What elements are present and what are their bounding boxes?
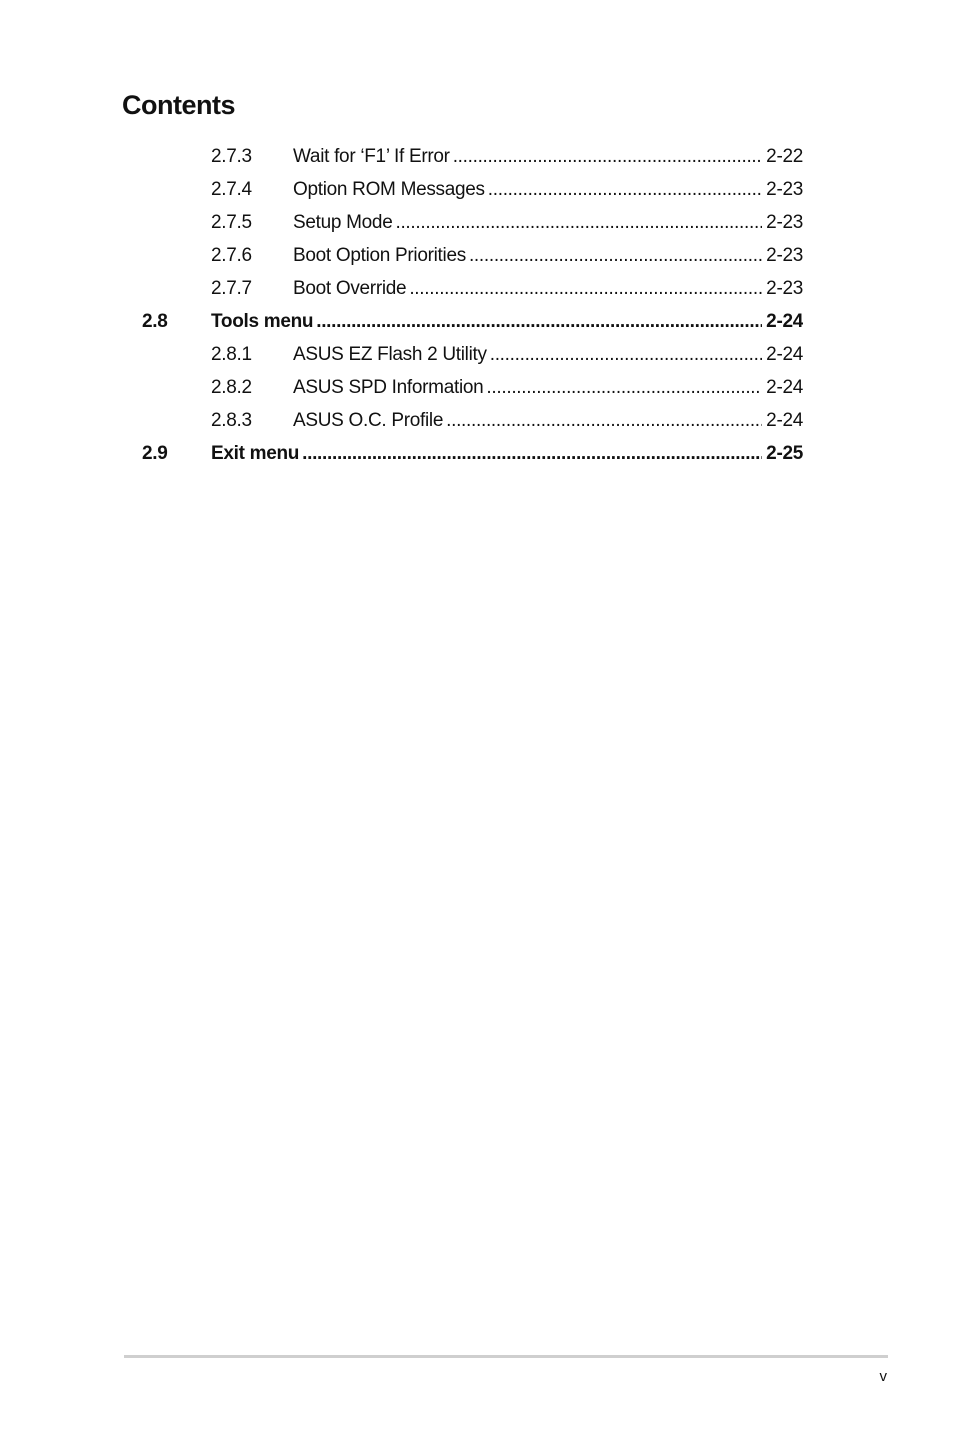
dot-leader bbox=[453, 146, 762, 168]
toc-entry-line bbox=[293, 146, 803, 168]
page-title: Contents bbox=[122, 90, 235, 120]
dot-leader bbox=[409, 278, 762, 300]
toc-entry-line bbox=[293, 179, 803, 201]
dot-leader bbox=[490, 344, 762, 366]
toc-entry-label: ASUS SPD Information bbox=[293, 377, 484, 398]
toc-entry-2-8[interactable] bbox=[0, 306, 954, 339]
toc-entry-2-7-6[interactable] bbox=[0, 240, 954, 273]
footer-divider bbox=[124, 1355, 888, 1358]
toc-entry-label: ASUS EZ Flash 2 Utility bbox=[293, 344, 487, 365]
toc-entry-line bbox=[293, 278, 803, 300]
dot-leader bbox=[488, 179, 762, 201]
toc-entry-2-8-1[interactable] bbox=[0, 339, 954, 372]
toc-entry-line bbox=[293, 410, 803, 432]
toc-entry-2-7-3[interactable] bbox=[0, 141, 954, 174]
page-number: v bbox=[879, 1368, 887, 1385]
toc-entry-page: 2-23 bbox=[766, 245, 803, 266]
toc-entry-number: 2.7.4 bbox=[211, 179, 252, 200]
dot-leader bbox=[446, 410, 762, 432]
table-of-contents bbox=[0, 141, 954, 471]
toc-entry-2-7-4[interactable] bbox=[0, 174, 954, 207]
toc-entry-number: 2.8.2 bbox=[211, 377, 252, 398]
toc-entry-label: Tools menu bbox=[211, 311, 314, 332]
dot-leader bbox=[469, 245, 762, 267]
toc-entry-page: 2-24 bbox=[766, 344, 803, 365]
toc-entry-page: 2-23 bbox=[766, 179, 803, 200]
dot-leader bbox=[395, 212, 762, 234]
toc-entry-line bbox=[293, 377, 803, 399]
dot-leader bbox=[302, 443, 762, 465]
toc-entry-label: Boot Override bbox=[293, 278, 407, 299]
toc-entry-page: 2-25 bbox=[766, 443, 803, 464]
toc-entry-number: 2.7.3 bbox=[211, 146, 252, 167]
toc-entry-label: Exit menu bbox=[211, 443, 300, 464]
toc-entry-number: 2.8.1 bbox=[211, 344, 252, 365]
toc-entry-2-8-3[interactable] bbox=[0, 405, 954, 438]
toc-entry-label: ASUS O.C. Profile bbox=[293, 410, 444, 431]
dot-leader bbox=[486, 377, 762, 399]
toc-entry-line bbox=[211, 311, 803, 333]
toc-entry-line bbox=[293, 245, 803, 267]
toc-entry-number: 2.9 bbox=[142, 443, 168, 464]
toc-entry-number: 2.8.3 bbox=[211, 410, 252, 431]
toc-entry-page: 2-23 bbox=[766, 212, 803, 233]
toc-entry-page: 2-23 bbox=[766, 278, 803, 299]
toc-entry-line bbox=[211, 443, 803, 465]
toc-entry-2-9[interactable] bbox=[0, 438, 954, 471]
toc-entry-number: 2.8 bbox=[142, 311, 168, 332]
toc-entry-page: 2-24 bbox=[766, 410, 803, 431]
toc-entry-number: 2.7.6 bbox=[211, 245, 252, 266]
toc-entry-line bbox=[293, 212, 803, 234]
toc-entry-label: Option ROM Messages bbox=[293, 179, 485, 200]
toc-entry-number: 2.7.7 bbox=[211, 278, 252, 299]
dot-leader bbox=[316, 311, 762, 333]
toc-entry-label: Boot Option Priorities bbox=[293, 245, 466, 266]
toc-entry-line bbox=[293, 344, 803, 366]
toc-entry-2-7-5[interactable] bbox=[0, 207, 954, 240]
toc-entry-page: 2-22 bbox=[766, 146, 803, 167]
toc-entry-page: 2-24 bbox=[766, 311, 803, 332]
toc-entry-label: Wait for ‘F1’ If Error bbox=[293, 146, 450, 167]
toc-entry-2-8-2[interactable] bbox=[0, 372, 954, 405]
toc-entry-number: 2.7.5 bbox=[211, 212, 252, 233]
toc-entry-2-7-7[interactable] bbox=[0, 273, 954, 306]
toc-entry-label: Setup Mode bbox=[293, 212, 393, 233]
toc-entry-page: 2-24 bbox=[766, 377, 803, 398]
